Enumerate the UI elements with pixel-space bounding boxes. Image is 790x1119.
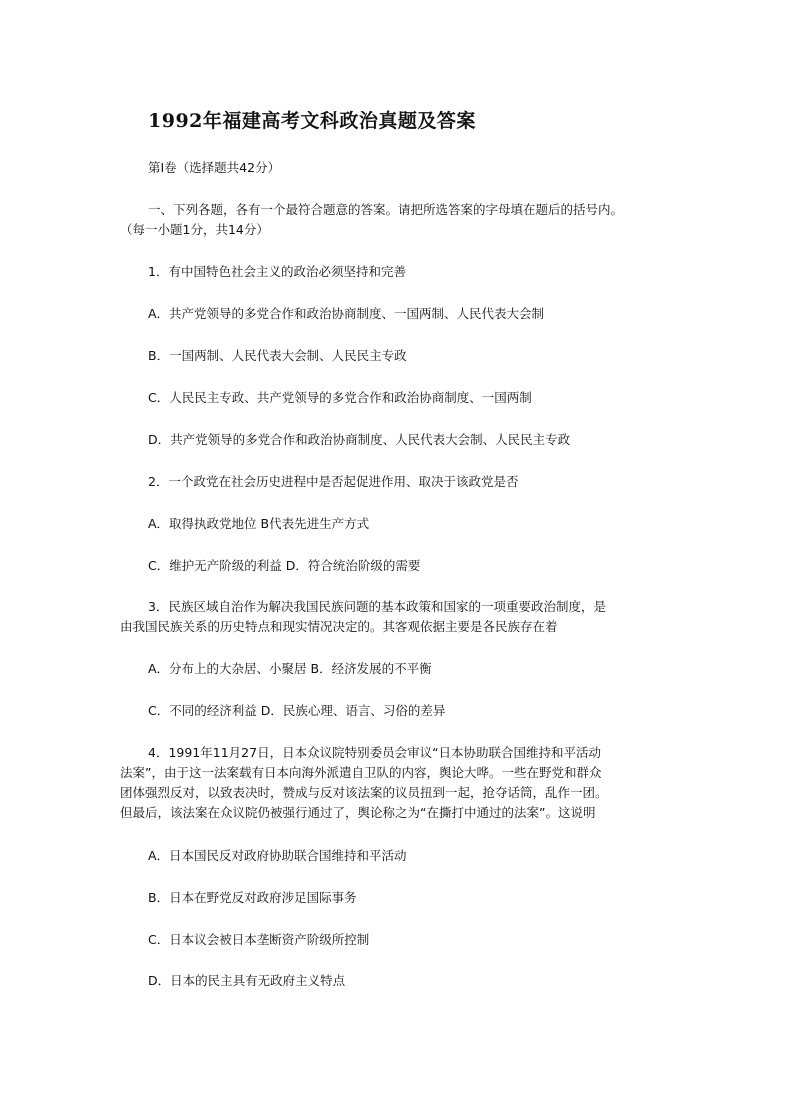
q4-option-c: C．日本议会被日本垄断资产阶级所控制 <box>148 932 370 947</box>
q3-stem-line2: 由我国民族关系的历史特点和现实情况决定的。其客观依据主要是各民族存在着 <box>120 619 558 634</box>
q4-option-d: D．日本的民主具有无政府主义特点 <box>148 973 346 988</box>
q2-stem: 2．一个政党在社会历史进程中是否起促进作用、取决于该政党是否 <box>148 474 519 489</box>
q1-stem: 1．有中国特色社会主义的政治必须坚持和完善 <box>148 264 406 279</box>
q4-stem-line4: 但最后，该法案在众议院仍被强行通过了，舆论称之为“在撕打中通过的法案”。这说明 <box>120 805 596 820</box>
q1-option-a: A．共产党领导的多党合作和政治协商制度、一国两制、人民代表大会制 <box>148 306 545 321</box>
q4-option-b: B．日本在野党反对政府涉足国际事务 <box>148 890 357 905</box>
document-title: 1992年福建高考文科政治真题及答案 <box>148 110 476 132</box>
q4-option-a: A．日本国民反对政府协助联合国维持和平活动 <box>148 848 407 863</box>
q3-options-cd: C．不同的经济利益 D．民族心理、语言、习俗的差异 <box>148 703 446 718</box>
q1-option-c: C．人民民主专政、共产党领导的多党合作和政治协商制度、一国两制 <box>148 390 532 405</box>
q4-stem-line3: 团体强烈反对，以致表决时，赞成与反对该法案的议员扭到一起，抢夺话筒，乱作一团。 <box>120 785 608 800</box>
section1-intro-line2: （每一小题1分，共14分） <box>120 222 269 237</box>
part1-heading: 第Ⅰ卷（选择题共42分） <box>148 160 281 175</box>
q2-options-ab: A．取得执政党地位 B代表先进生产方式 <box>148 516 370 531</box>
section1-intro-line1: 一、下列各题，各有一个最符合题意的答案。请把所选答案的字母填在题后的括号内。 <box>148 202 624 217</box>
q3-stem-line1: 3．民族区域自治作为解决我国民族问题的基本政策和国家的一项重要政治制度，是 <box>148 599 606 614</box>
q4-stem-line2: 法案”，由于这一法案载有日本向海外派遣自卫队的内容，舆论大哗。一些在野党和群众 <box>120 765 602 780</box>
q3-options-ab: A．分布上的大杂居、小聚居 B．经济发展的不平衡 <box>148 661 432 676</box>
q4-stem-line1: 4．1991年11月27日，日本众议院特别委员会审议“日本协助联合国维持和平活动 <box>148 745 602 760</box>
q1-option-d: D．共产党领导的多党合作和政治协商制度、人民代表大会制、人民民主专政 <box>148 432 571 447</box>
q1-option-b: B．一国两制、人民代表大会制、人民民主专政 <box>148 348 407 363</box>
q2-options-cd: C．维护无产阶级的利益 D．符合统治阶级的需要 <box>148 558 421 573</box>
